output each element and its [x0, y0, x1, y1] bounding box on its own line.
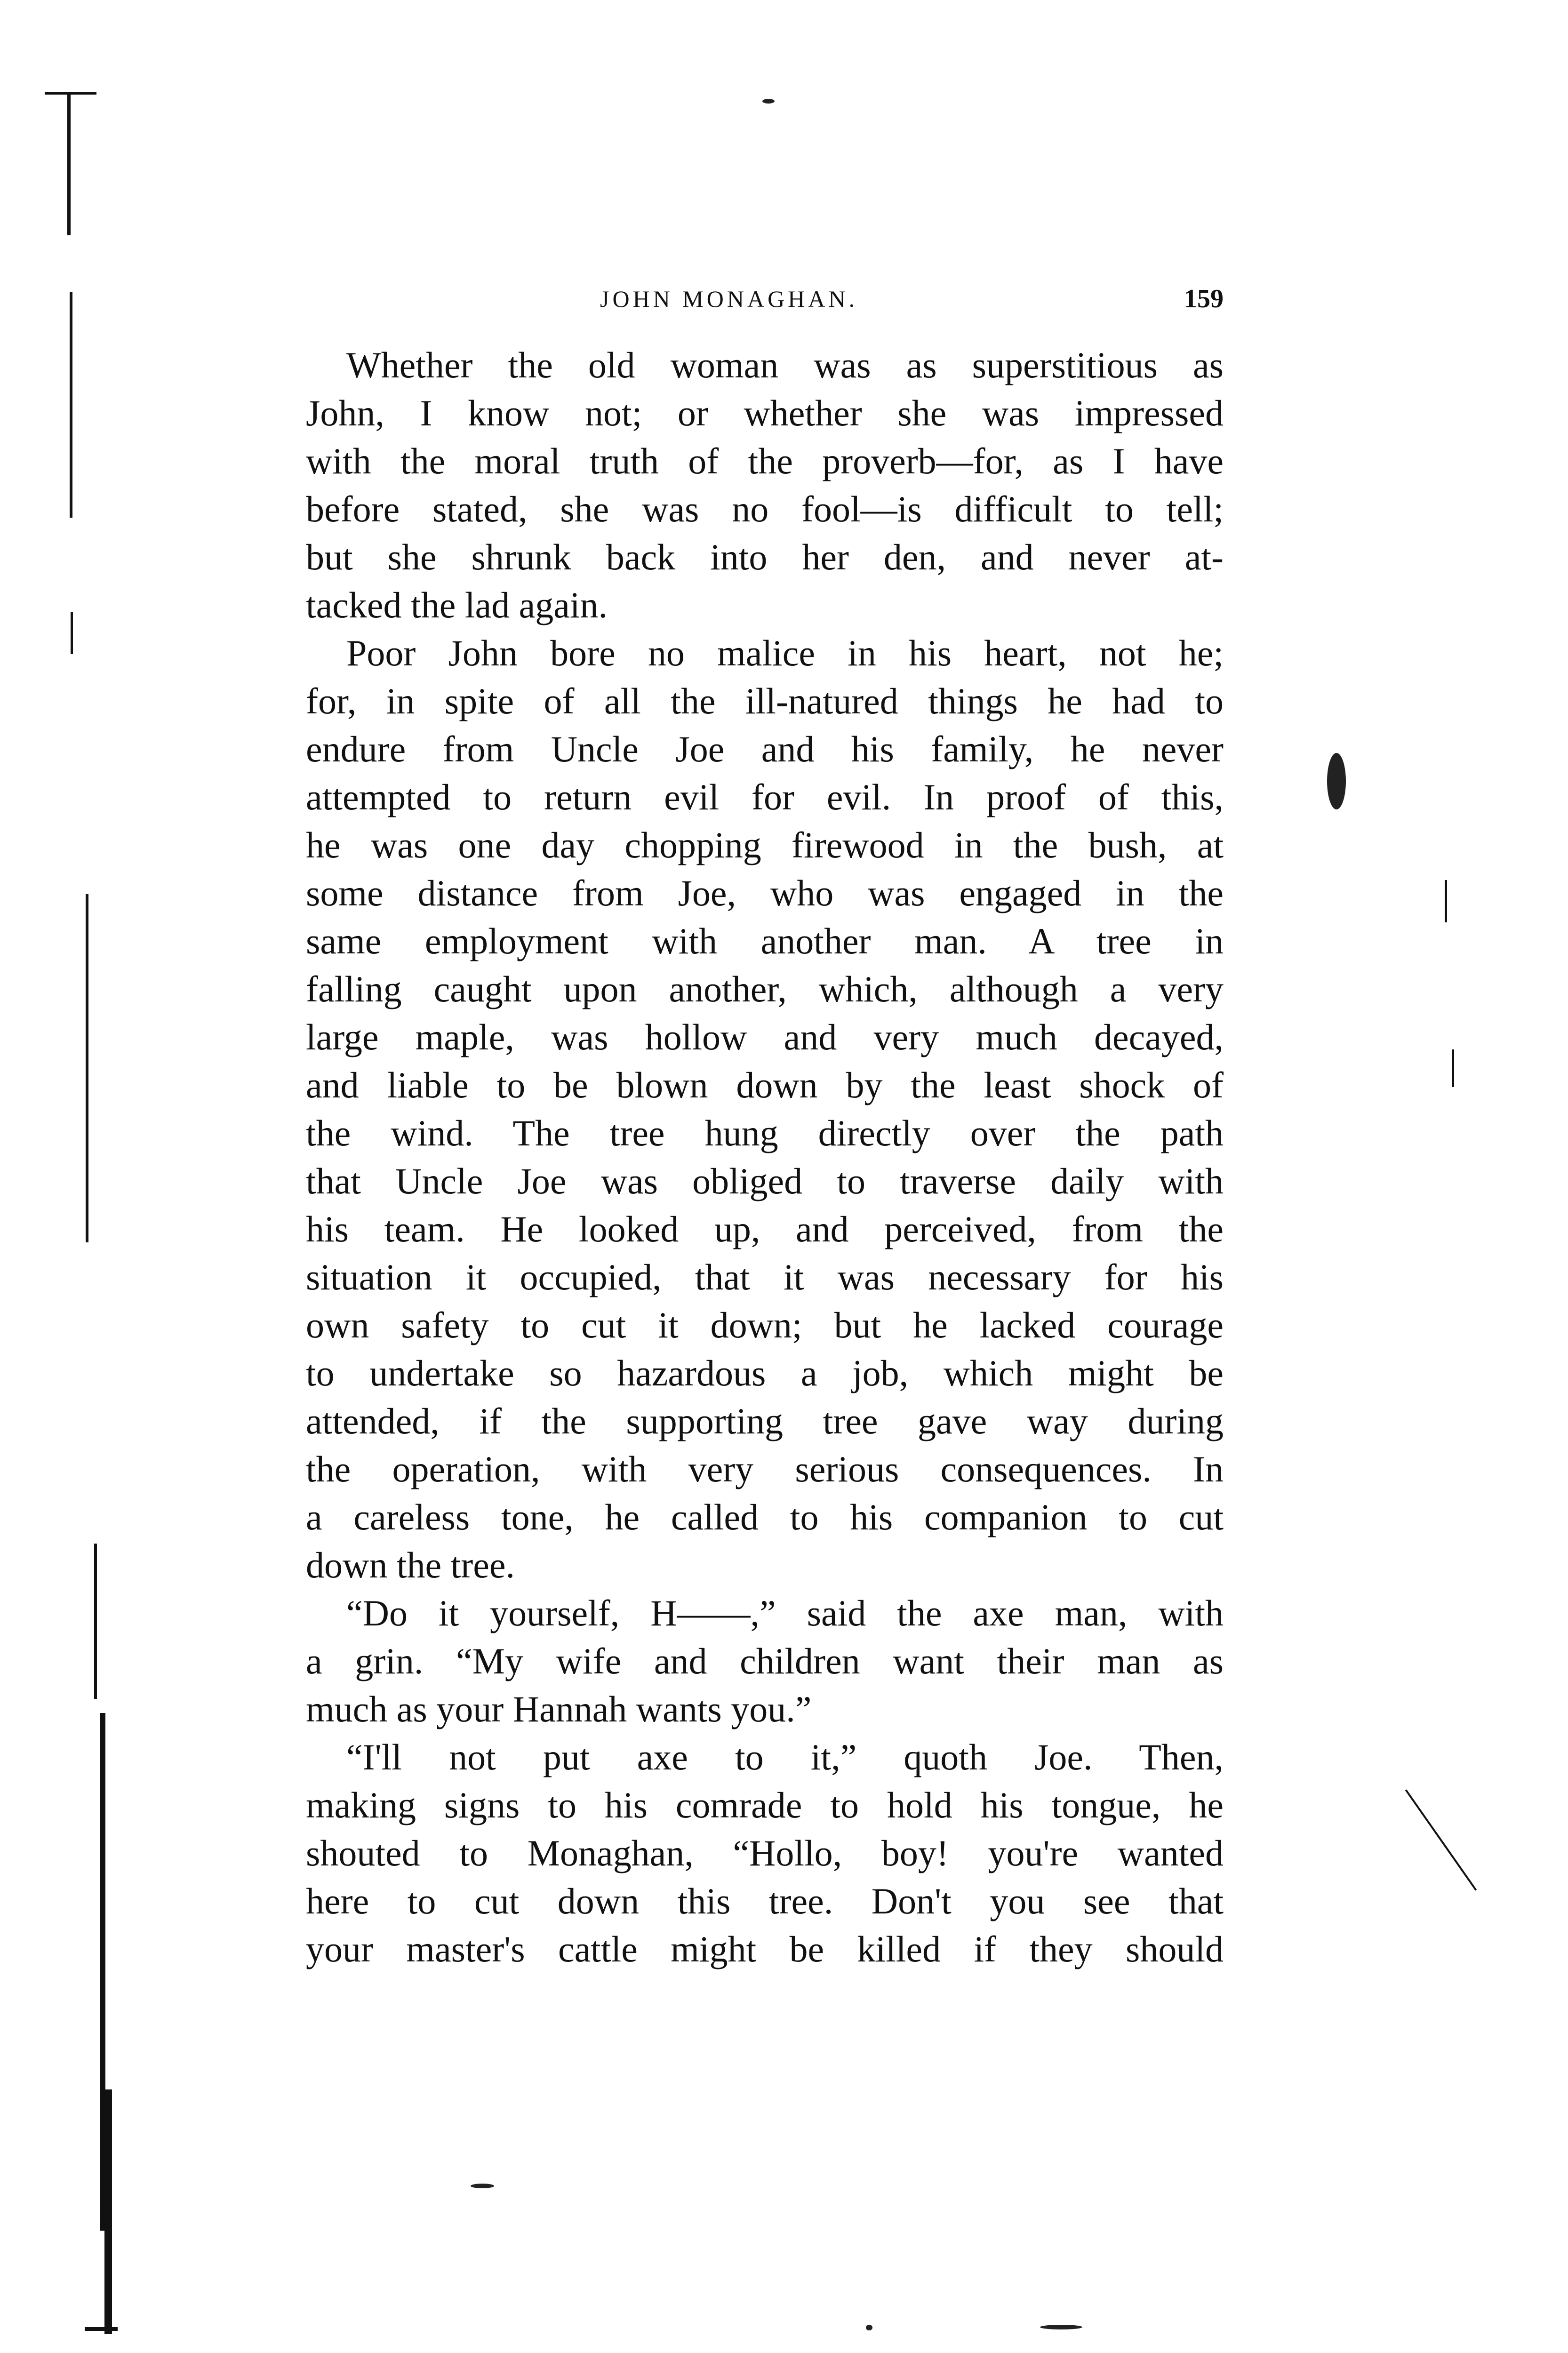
text-line: falling caught upon another, which, although a very [306, 968, 1224, 1009]
speck-bottom-3 [866, 2325, 872, 2330]
text-line: he was one day chopping firewood in the bush, at [306, 824, 1224, 865]
text-line: much as your Hannah wants you.” [306, 1689, 812, 1729]
text-line: that Uncle Joe was obliged to traverse daily with [306, 1160, 1224, 1201]
speck-bottom-2 [1040, 2325, 1082, 2329]
text-line: John, I know not; or whether she was impressed [306, 392, 1224, 433]
running-header [306, 278, 1224, 320]
text-line: the wind. The tree hung directly over the path [306, 1112, 1224, 1153]
ink-blot [1327, 753, 1346, 809]
text-line: situation it occupied, that it was necessary for his [306, 1257, 1224, 1297]
text-line: to undertake so hazardous a job, which might be [306, 1353, 1224, 1393]
gutter-mark-2 [67, 94, 71, 235]
text-line: Whether the old woman was as superstitious as [346, 344, 1224, 385]
text-line: here to cut down this tree. Don't you see that [306, 1881, 1224, 1921]
text-line: for, in spite of all the ill-natured things he had to [306, 680, 1224, 721]
text-line: but she shrunk back into her den, and never at- [306, 536, 1224, 577]
text-line: endure from Uncle Joe and his family, he never [306, 728, 1224, 769]
text-line: own safety to cut it down; but he lacked courage [306, 1305, 1224, 1345]
right-margin-mark-3 [1405, 1789, 1477, 1890]
text-line: “Do it yourself, H——,” said the axe man, with [346, 1593, 1224, 1633]
body-text [306, 341, 1224, 1973]
speck-bottom-1 [471, 2184, 494, 2188]
text-line: “I'll not put axe to it,” quoth Joe. Then, [346, 1737, 1224, 1777]
right-margin-mark-1 [1445, 880, 1447, 922]
text-line: same employment with another man. A tree in [306, 920, 1224, 961]
text-line: making signs to his comrade to hold his tongue, he [306, 1785, 1224, 1825]
text-line: before stated, she was no fool—is difficult to tell; [306, 488, 1224, 529]
gutter-mark-6 [94, 1544, 97, 1699]
text-line: shouted to Monaghan, “Hollo, boy! you're wanted [306, 1833, 1224, 1873]
right-margin-mark-2 [1452, 1049, 1454, 1087]
page-number: 159 [1184, 284, 1224, 313]
gutter-mark-3 [70, 292, 72, 518]
text-line: and liable to be blown down by the least shock of [306, 1064, 1224, 1105]
gutter-mark-9 [85, 2327, 118, 2331]
text-line: a careless tone, he called to his companion to cut [306, 1497, 1224, 1537]
text-line: a grin. “My wife and children want their man as [306, 1641, 1224, 1681]
gutter-mark-4 [71, 612, 73, 654]
speck-top [762, 99, 775, 104]
text-line: his team. He looked up, and perceived, from the [306, 1209, 1224, 1249]
text-line: your master's cattle might be killed if they should [306, 1929, 1224, 1969]
gutter-mark-1 [45, 92, 96, 95]
text-line: with the moral truth of the proverb—for, as I have [306, 440, 1224, 481]
text-line: down the tree. [306, 1545, 515, 1585]
text-line: attempted to return evil for evil. In proof of this, [306, 776, 1224, 817]
text-line: the operation, with very serious consequences. In [306, 1449, 1224, 1489]
text-line: large maple, was hollow and very much decayed, [306, 1016, 1224, 1057]
running-title: JOHN MONAGHAN. [600, 286, 858, 312]
text-line: Poor John bore no malice in his heart, not he; [346, 632, 1224, 673]
text-line: attended, if the supporting tree gave way during [306, 1401, 1224, 1441]
gutter-mark-5 [86, 894, 88, 1242]
text-line: some distance from Joe, who was engaged in the [306, 872, 1224, 913]
gutter-mark-8 [104, 2089, 112, 2334]
text-line: tacked the lad again. [306, 584, 608, 625]
